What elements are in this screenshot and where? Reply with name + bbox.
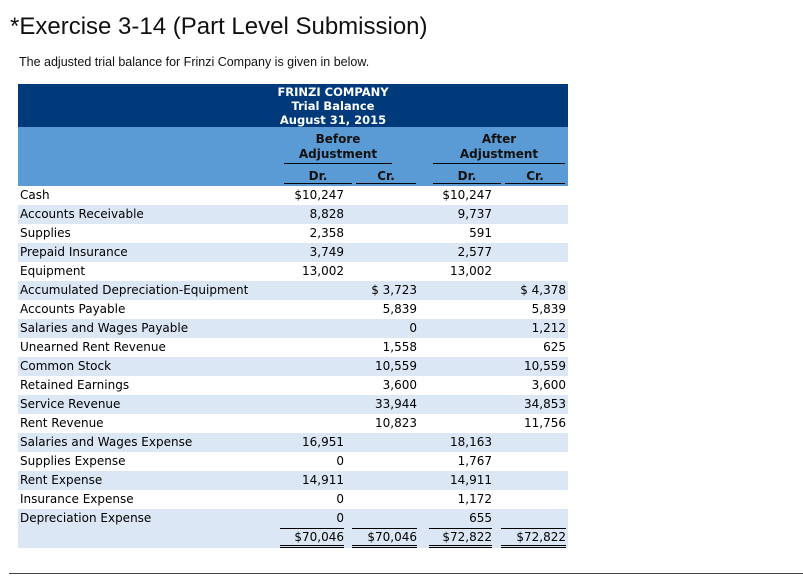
before-cr-value: 33,944	[375, 397, 417, 411]
before-cr-value: 3,600	[382, 378, 417, 392]
after-cr-value: 1,212	[531, 321, 566, 335]
statement-name: Trial Balance	[291, 99, 375, 113]
after-dr-value: 2,577	[457, 245, 492, 259]
after-label-1: After	[481, 132, 517, 146]
after-label-2: Adjustment	[459, 147, 539, 161]
account-name: Accounts Receivable	[20, 207, 144, 221]
intro-text: The adjusted trial balance for Frinzi Company is given in below.	[19, 55, 370, 69]
after-dr-value: 591	[469, 226, 492, 240]
table-row	[18, 338, 568, 357]
before-dr-header: Dr.	[284, 169, 352, 184]
account-name: Insurance Expense	[20, 492, 134, 506]
table-row	[18, 243, 568, 262]
after-dr-value: 18,163	[450, 435, 492, 449]
before-dr-value: 2,358	[309, 226, 344, 240]
account-name: Equipment	[20, 264, 86, 278]
table-row	[18, 281, 568, 300]
before-dr-value: 13,002	[302, 264, 344, 278]
before-cr-header: Cr.	[356, 169, 416, 184]
account-name: Common Stock	[20, 359, 112, 373]
trial-balance-table	[18, 84, 568, 548]
table-row	[18, 509, 568, 528]
total-after-cr: $72,822	[501, 528, 566, 548]
account-name: Salaries and Wages Expense	[20, 435, 193, 449]
after-cr-header: Cr.	[505, 169, 565, 184]
before-dr-value: 16,951	[302, 435, 344, 449]
before-cr-value: 0	[409, 321, 417, 335]
total-before-cr: $70,046	[352, 528, 417, 548]
table-row	[18, 300, 568, 319]
totals-row	[18, 528, 568, 548]
after-cr-value: 3,600	[531, 378, 566, 392]
table-row	[18, 357, 568, 376]
after-cr-value: 11,756	[524, 416, 566, 430]
account-name: Supplies Expense	[20, 454, 126, 468]
total-after-dr: $72,822	[429, 528, 492, 548]
column-header-band	[18, 127, 568, 186]
account-name: Service Revenue	[20, 397, 121, 411]
before-dr-value: 0	[336, 492, 344, 506]
before-label-2: Adjustment	[298, 147, 378, 161]
before-cr-value: 1,558	[382, 340, 417, 354]
table-row	[18, 471, 568, 490]
after-dr-value: 1,767	[457, 454, 492, 468]
before-dr-value: 0	[336, 454, 344, 468]
table-row	[18, 205, 568, 224]
after-dr-value: $10,247	[442, 188, 492, 202]
after-dr-value: 1,172	[457, 492, 492, 506]
after-cr-value: 625	[543, 340, 566, 354]
after-cr-value: 10,559	[524, 359, 566, 373]
account-name: Accounts Payable	[20, 302, 126, 316]
company-name: FRINZI COMPANY	[277, 85, 389, 99]
table-row	[18, 452, 568, 471]
after-dr-value: 14,911	[450, 473, 492, 487]
before-dr-value: $10,247	[294, 188, 344, 202]
account-name: Prepaid Insurance	[20, 245, 128, 259]
account-name: Depreciation Expense	[20, 511, 152, 525]
table-title-band	[18, 84, 568, 127]
after-dr-header: Dr.	[433, 169, 501, 184]
account-name: Rent Expense	[20, 473, 103, 487]
table-row	[18, 262, 568, 281]
table-row	[18, 376, 568, 395]
after-cr-value: 34,853	[524, 397, 566, 411]
statement-date: August 31, 2015	[279, 113, 387, 127]
after-adjustment-header	[433, 132, 565, 164]
account-name: Cash	[20, 188, 50, 202]
bottom-divider	[9, 573, 803, 574]
after-dr-value: 13,002	[450, 264, 492, 278]
before-label-1: Before	[315, 132, 361, 146]
account-name: Retained Earnings	[20, 378, 130, 392]
after-dr-value: 655	[469, 511, 492, 525]
after-dr-value: 9,737	[457, 207, 492, 221]
account-name: Unearned Rent Revenue	[20, 340, 166, 354]
before-dr-value: 14,911	[302, 473, 344, 487]
after-cr-value: 5,839	[531, 302, 566, 316]
table-body	[18, 186, 568, 528]
before-dr-value: 8,828	[309, 207, 344, 221]
table-row	[18, 490, 568, 509]
table-row	[18, 433, 568, 452]
table-row	[18, 224, 568, 243]
page-title: *Exercise 3-14 (Part Level Submission)	[10, 13, 428, 40]
before-dr-value: 0	[336, 511, 344, 525]
before-cr-value: 5,839	[382, 302, 417, 316]
after-cr-value: $ 4,378	[520, 283, 566, 297]
before-cr-value: 10,823	[375, 416, 417, 430]
before-cr-value: 10,559	[375, 359, 417, 373]
before-cr-value: $ 3,723	[371, 283, 417, 297]
table-row	[18, 414, 568, 433]
account-name: Rent Revenue	[20, 416, 104, 430]
table-row	[18, 186, 568, 205]
table-row	[18, 319, 568, 338]
account-name: Salaries and Wages Payable	[20, 321, 189, 335]
table-row	[18, 395, 568, 414]
before-dr-value: 3,749	[309, 245, 344, 259]
account-name: Supplies	[20, 226, 71, 240]
total-before-dr: $70,046	[280, 528, 344, 548]
account-name: Accumulated Depreciation-Equipment	[20, 283, 249, 297]
before-adjustment-header	[284, 132, 392, 164]
